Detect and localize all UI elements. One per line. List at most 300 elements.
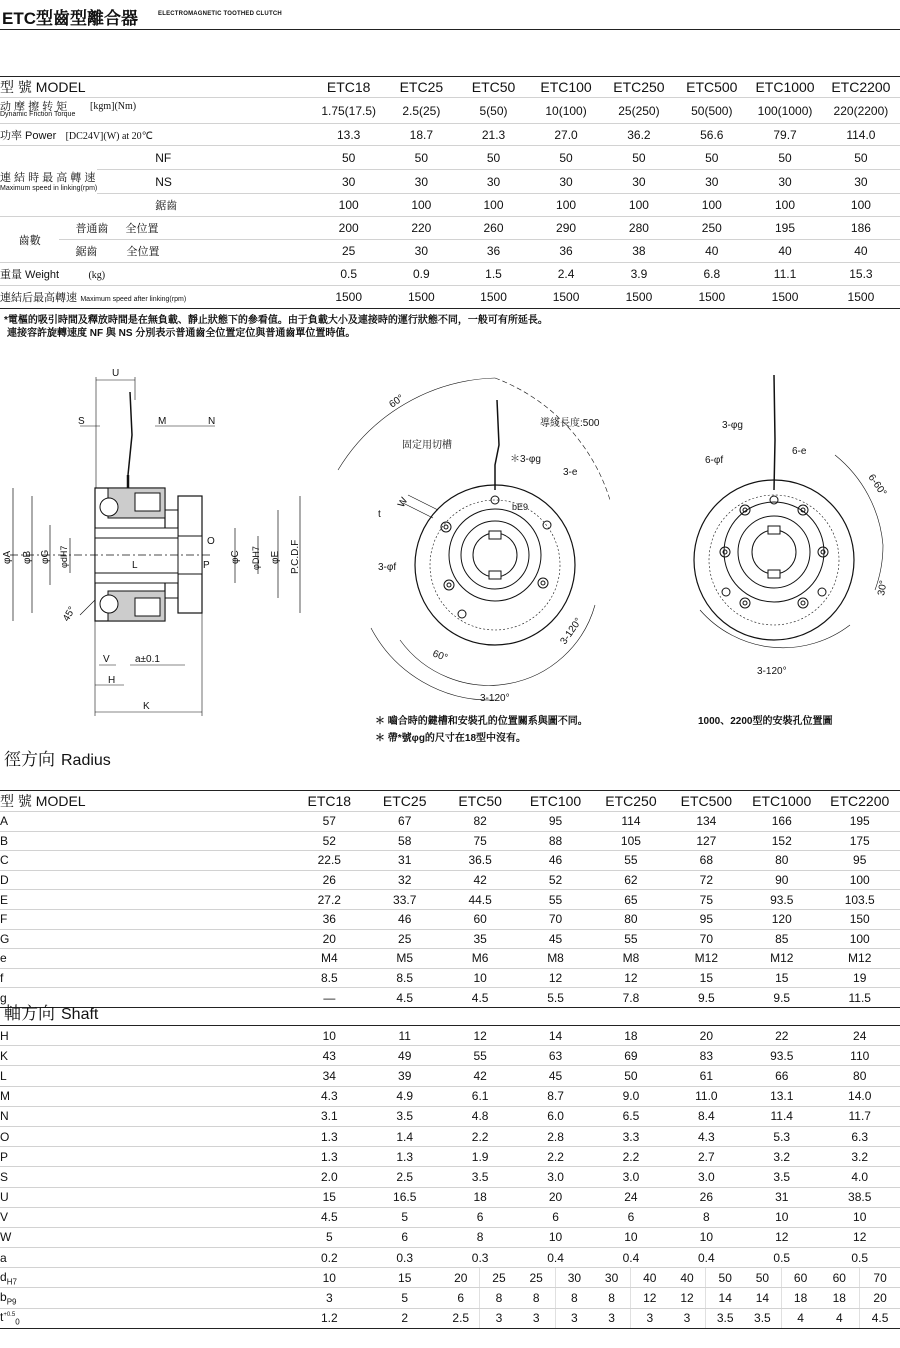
radius-cell: 8.5: [292, 968, 367, 988]
after-speed-value: 1500: [530, 286, 603, 309]
note-line: *電樞的吸引時間及釋放時間是在無負載、靜止狀態下的參看值。由于負載大小及連接時的運行狀態不同，一般可有所延長。: [4, 315, 548, 326]
radius-cell: M12: [819, 949, 900, 969]
dim-label: φG: [40, 549, 51, 564]
shaft-cell: 14: [518, 1026, 593, 1046]
shaft-row: [0, 1126, 900, 1146]
shaft-row-label: M: [0, 1086, 292, 1106]
torque-value: 5(50): [457, 98, 529, 124]
radius-row-label: F: [0, 909, 292, 929]
teeth-row-saw: [0, 240, 900, 263]
dim-label: N: [208, 416, 216, 427]
radius-cell: 75: [442, 831, 517, 851]
radius-cell: 95: [518, 812, 593, 832]
shaft-cell: 24: [819, 1026, 900, 1046]
shaft-cell: 3: [593, 1308, 630, 1328]
shaft-cell: 3: [630, 1308, 668, 1328]
shaft-row: [0, 1026, 900, 1046]
weight-value: 6.8: [675, 263, 748, 286]
model-name: ETC100: [530, 77, 603, 98]
shaft-cell: 10: [819, 1207, 900, 1227]
mounting-view-drawing: [694, 375, 883, 648]
teeth-row-name: 普通齒: [75, 223, 109, 235]
shaft-cell: 55: [442, 1046, 517, 1066]
speed-row-name: NF: [97, 146, 312, 170]
radius-cell: 120: [744, 909, 819, 929]
radius-cell: 60: [442, 909, 517, 929]
shaft-cell: 3.5: [706, 1308, 744, 1328]
model-name: ETC50: [442, 791, 517, 812]
shaft-row-label: V: [0, 1207, 292, 1227]
shaft-cell: 3.3: [593, 1126, 668, 1146]
dim-label: bE9: [512, 502, 529, 512]
shaft-cell: 11: [367, 1026, 442, 1046]
dim-label: 3-φg: [722, 420, 743, 431]
teeth-value: 36: [530, 240, 603, 263]
model-name: ETC18: [312, 77, 385, 98]
dim-label: 6-60°: [865, 472, 889, 499]
radius-cell: 5.5: [518, 988, 593, 1008]
dim-label: P.C.D.F: [290, 539, 301, 574]
shaft-cell: 30: [593, 1268, 630, 1288]
speed-value: 50: [602, 146, 675, 170]
shaft-row-label: H: [0, 1026, 292, 1046]
model-name: ETC25: [367, 791, 442, 812]
after-speed-value: 1500: [457, 286, 529, 309]
mounting-view-labels: [705, 420, 890, 677]
radius-cell: 55: [593, 851, 668, 871]
dim-label: V: [103, 654, 110, 665]
shaft-cell: 26: [669, 1187, 744, 1207]
shaft-cell: 3.0: [669, 1167, 744, 1187]
shaft-cell: 4.9: [367, 1086, 442, 1106]
shaft-row-label: W: [0, 1227, 292, 1247]
radius-body: [0, 812, 900, 1008]
shaft-cell: 6.0: [518, 1106, 593, 1126]
shaft-row: [0, 1066, 900, 1086]
torque-value: 10(100): [530, 98, 603, 124]
shaft-cell: 5.3: [744, 1126, 819, 1146]
power-value: 36.2: [602, 124, 675, 146]
shaft-cell: 2.5: [442, 1308, 479, 1328]
radius-cell: M6: [442, 949, 517, 969]
shaft-cell: 3: [518, 1308, 555, 1328]
shaft-cell: 6: [367, 1227, 442, 1247]
shaft-cell: 6: [442, 1288, 479, 1308]
teeth-row-pos: 全位置: [125, 223, 159, 235]
power-value: 79.7: [748, 124, 822, 146]
shaft-cell: 66: [744, 1066, 819, 1086]
speed-label-en: Maximum speed in linking(rpm): [0, 185, 98, 192]
teeth-row-name: 鋸齒: [75, 246, 98, 258]
radius-row: [0, 909, 900, 929]
shaft-cell: 8: [669, 1207, 744, 1227]
radius-cell: M8: [518, 949, 593, 969]
model-label: 型 號 MODEL: [0, 77, 312, 98]
after-speed-value: 1500: [675, 286, 748, 309]
shaft-cell: 39: [367, 1066, 442, 1086]
radius-cell: 80: [593, 909, 668, 929]
shaft-row-name: b: [0, 1289, 7, 1304]
speed-value: 100: [312, 194, 385, 217]
shaft-cell: 22: [744, 1026, 819, 1046]
dim-label: 45°: [61, 604, 79, 624]
speed-value: 30: [675, 170, 748, 194]
radius-cell: M12: [744, 949, 819, 969]
speed-value: 100: [457, 194, 529, 217]
shaft-row: [0, 1147, 900, 1167]
shaft-cell: 14: [706, 1288, 744, 1308]
radius-cell: 12: [518, 968, 593, 988]
torque-value: 100(1000): [748, 98, 822, 124]
shaft-cell: 50: [744, 1268, 781, 1288]
after-speed-value: 1500: [822, 286, 900, 309]
shaft-cell: 5: [367, 1288, 442, 1308]
shaft-cell: 10: [744, 1207, 819, 1227]
model-name: ETC18: [292, 791, 367, 812]
shaft-cell: 18: [442, 1187, 517, 1207]
shaft-cell: 93.5: [744, 1046, 819, 1066]
shaft-cell: 1.3: [292, 1126, 367, 1146]
speed-value: 30: [602, 170, 675, 194]
radius-table: [0, 790, 900, 1008]
dim-label: 6-φf: [705, 455, 724, 466]
speed-row-nf: [0, 146, 900, 170]
model-name: ETC1000: [744, 791, 819, 812]
shaft-cell: 2.2: [518, 1147, 593, 1167]
radius-section-title: [4, 745, 111, 770]
shaft-row: [0, 1187, 900, 1207]
shaft-split-row: [0, 1268, 900, 1288]
shaft-cell: 12: [630, 1288, 668, 1308]
shaft-row-name: d: [0, 1269, 7, 1284]
radius-row-label: E: [0, 890, 292, 910]
radius-cell: 45: [518, 929, 593, 949]
after-speed-value: 1500: [312, 286, 385, 309]
shaft-row-label: K: [0, 1046, 292, 1066]
shaft-cell: 45: [518, 1066, 593, 1086]
speed-value: 30: [385, 170, 457, 194]
shaft-cell: 6: [518, 1207, 593, 1227]
shaft-cell: 3.5: [744, 1308, 781, 1328]
shaft-cell: 0.2: [292, 1248, 367, 1268]
model-name: ETC2200: [819, 791, 900, 812]
radius-row-label: C: [0, 851, 292, 871]
torque-value: 50(500): [675, 98, 748, 124]
tolerance-class: 0: [15, 1317, 20, 1327]
weight-value: 0.9: [385, 263, 457, 286]
shaft-cell: 4.3: [669, 1126, 744, 1146]
note-line: 連接容許旋轉速度 NF 與 NS 分別表示普通齒全位置定位與普通齒單位置時值。: [7, 328, 356, 339]
radius-cell: 127: [669, 831, 744, 851]
dim-label: 固定用切槽: [402, 440, 452, 451]
spec-table: [0, 76, 900, 309]
shaft-row-label: [0, 1308, 292, 1328]
shaft-row: [0, 1227, 900, 1247]
shaft-cell: 2.8: [518, 1126, 593, 1146]
radius-cell: 9.5: [744, 988, 819, 1008]
dim-label: K: [143, 701, 150, 712]
radius-cell: 100: [819, 929, 900, 949]
torque-value: 1.75(17.5): [312, 98, 385, 124]
radius-cell: 12: [593, 968, 668, 988]
radius-row-label: g: [0, 988, 292, 1008]
shaft-row-label: U: [0, 1187, 292, 1207]
radius-cell: 20: [292, 929, 367, 949]
radius-cell: 11.5: [819, 988, 900, 1008]
shaft-cell: 49: [367, 1046, 442, 1066]
radius-cell: 75: [669, 890, 744, 910]
tolerance-class: H7: [6, 1277, 17, 1287]
shaft-cell: 50: [593, 1066, 668, 1086]
radius-cell: M5: [367, 949, 442, 969]
header-rule: [0, 29, 900, 30]
shaft-cell: 40: [630, 1268, 668, 1288]
shaft-cell: 2.0: [292, 1167, 367, 1187]
speed-value: 50: [822, 146, 900, 170]
shaft-cell: 18: [781, 1288, 819, 1308]
shaft-cell: 2: [367, 1308, 442, 1328]
weight-label: 重量 Weight: [0, 269, 60, 281]
shaft-cell: 20: [860, 1288, 900, 1308]
shaft-row-label: O: [0, 1126, 292, 1146]
power-row: [0, 124, 900, 146]
radius-cell: 55: [518, 890, 593, 910]
after-speed-value: 1500: [385, 286, 457, 309]
page-title: ETC型齒型離合器: [2, 9, 138, 28]
radius-cell: 85: [744, 929, 819, 949]
shaft-cell: 16.5: [367, 1187, 442, 1207]
power-label: 功率 Power: [0, 129, 57, 142]
shaft-cell: 43: [292, 1046, 367, 1066]
shaft-cell: 0.4: [518, 1248, 593, 1268]
shaft-row-name: t: [0, 1310, 4, 1325]
shaft-cell: 13.1: [744, 1086, 819, 1106]
shaft-cell: 110: [819, 1046, 900, 1066]
shaft-row-label: a: [0, 1248, 292, 1268]
spec-header-row: [0, 77, 900, 98]
shaft-cell: 4.8: [442, 1106, 517, 1126]
radius-cell: 19: [819, 968, 900, 988]
radius-cell: 103.5: [819, 890, 900, 910]
radius-row: [0, 929, 900, 949]
shaft-cell: 10: [292, 1026, 367, 1046]
shaft-cell: 11.4: [744, 1106, 819, 1126]
torque-value: 220(2200): [822, 98, 900, 124]
teeth-value: 200: [312, 217, 385, 240]
radius-row: [0, 831, 900, 851]
dim-label: M: [158, 416, 167, 427]
shaft-cell: 6: [442, 1207, 517, 1227]
teeth-value: 186: [822, 217, 900, 240]
shaft-cell: 3: [480, 1308, 518, 1328]
shaft-cell: 2.2: [593, 1147, 668, 1167]
radius-cell: 15: [669, 968, 744, 988]
speed-value: 100: [602, 194, 675, 217]
model-name: ETC250: [602, 77, 675, 98]
shaft-cell: 10: [593, 1227, 668, 1247]
dim-label: P: [203, 560, 210, 571]
radius-row: [0, 949, 900, 969]
dim-label: φE: [270, 550, 281, 564]
after-speed-label-en: Maximum speed after linking(rpm): [80, 296, 187, 303]
dim-label: H: [108, 675, 116, 686]
shaft-cell: 0.3: [442, 1248, 517, 1268]
radius-cell: M8: [593, 949, 668, 969]
radius-cell: 22.5: [292, 851, 367, 871]
model-name: ETC250: [593, 791, 668, 812]
radius-cell: 93.5: [744, 890, 819, 910]
shaft-cell: 3.5: [442, 1167, 517, 1187]
speed-value: 30: [457, 170, 529, 194]
weight-value: 15.3: [822, 263, 900, 286]
power-value: 114.0: [822, 124, 900, 146]
dim-label: a±0.1: [135, 654, 160, 665]
radius-cell: 55: [593, 929, 668, 949]
radius-cell: 33.7: [367, 890, 442, 910]
dim-label: 60°: [430, 648, 449, 664]
shaft-cell: 38.5: [819, 1187, 900, 1207]
shaft-cell: 60: [781, 1268, 819, 1288]
dim-label: W: [396, 495, 411, 510]
shaft-cell: 61: [669, 1066, 744, 1086]
shaft-table: [0, 1025, 900, 1329]
speed-value: 30: [748, 170, 822, 194]
teeth-value: 195: [748, 217, 822, 240]
teeth-label: 齒數: [0, 217, 59, 263]
shaft-cell: 69: [593, 1046, 668, 1066]
power-value: 18.7: [385, 124, 457, 146]
teeth-value: 30: [385, 240, 457, 263]
model-name: ETC500: [675, 77, 748, 98]
shaft-cell: 8: [555, 1288, 593, 1308]
teeth-value: 25: [312, 240, 385, 263]
shaft-cell: 2.7: [669, 1147, 744, 1167]
dim-label: φDH7: [251, 546, 261, 570]
radius-cell: —: [292, 988, 367, 1008]
shaft-cell: 10: [292, 1268, 367, 1288]
radius-cell: 62: [593, 870, 668, 890]
radius-cell: 58: [367, 831, 442, 851]
shaft-cell: 4: [819, 1308, 859, 1328]
shaft-cell: 2.2: [442, 1126, 517, 1146]
shaft-cell: 34: [292, 1066, 367, 1086]
shaft-cell: 12: [442, 1026, 517, 1046]
speed-value: 50: [675, 146, 748, 170]
radius-cell: 26: [292, 870, 367, 890]
speed-row-saw: [0, 194, 900, 217]
shaft-cell: 20: [518, 1187, 593, 1207]
dim-label: 3-120°: [757, 666, 787, 677]
shaft-cell: 20: [442, 1268, 479, 1288]
dim-label: L: [132, 560, 138, 571]
speed-value: 100: [530, 194, 603, 217]
shaft-row-label: S: [0, 1167, 292, 1187]
radius-cell: 175: [819, 831, 900, 851]
shaft-title-en: Shaft: [61, 1006, 99, 1023]
power-unit: [DC24V](W) at 20℃: [65, 130, 153, 142]
shaft-cell: 42: [442, 1066, 517, 1086]
torque-unit: [kgm](Nm): [90, 101, 137, 112]
shaft-cell: 0.3: [367, 1248, 442, 1268]
teeth-value: 260: [457, 217, 529, 240]
power-value: 21.3: [457, 124, 529, 146]
speed-value: 50: [312, 146, 385, 170]
radius-row: [0, 851, 900, 871]
shaft-cell: 3.5: [367, 1106, 442, 1126]
page-header: [0, 0, 900, 30]
shaft-cell: 18: [819, 1288, 859, 1308]
weight-value: 0.5: [312, 263, 385, 286]
shaft-cell: 6.5: [593, 1106, 668, 1126]
shaft-cell: 3: [669, 1308, 706, 1328]
after-speed-value: 1500: [748, 286, 822, 309]
radius-row: [0, 812, 900, 832]
shaft-split-row: [0, 1308, 900, 1328]
model-name: ETC1000: [748, 77, 822, 98]
radius-cell: 95: [669, 909, 744, 929]
shaft-cell: 0.5: [819, 1248, 900, 1268]
dim-label: 3-120°: [558, 616, 585, 647]
radius-cell: 36.5: [442, 851, 517, 871]
radius-cell: 8.5: [367, 968, 442, 988]
shaft-cell: 3.2: [819, 1147, 900, 1167]
radius-cell: 31: [367, 851, 442, 871]
shaft-cell: 0.4: [593, 1248, 668, 1268]
radius-row: [0, 988, 900, 1008]
radius-cell: 46: [367, 909, 442, 929]
shaft-cell: 8: [518, 1288, 555, 1308]
teeth-row-normal: [0, 217, 900, 240]
radius-cell: 68: [669, 851, 744, 871]
teeth-value: 280: [602, 217, 675, 240]
shaft-row: [0, 1086, 900, 1106]
radius-row-label: B: [0, 831, 292, 851]
dim-label: t: [378, 509, 381, 520]
shaft-cell: 0.4: [669, 1248, 744, 1268]
dim-label: 3-120°: [480, 693, 510, 704]
dim-label: O: [207, 536, 215, 547]
shaft-cell: 30: [555, 1268, 593, 1288]
radius-cell: 82: [442, 812, 517, 832]
shaft-cell: 12: [819, 1227, 900, 1247]
dim-label: φdH7: [59, 545, 69, 568]
speed-value: 100: [748, 194, 822, 217]
model-label: 型 號 MODEL: [0, 791, 292, 812]
weight-row: [0, 263, 900, 286]
shaft-cell: 25: [518, 1268, 555, 1288]
dim-label: φB: [22, 550, 33, 564]
radius-title-cn: 徑方向: [4, 750, 55, 769]
radius-cell: 105: [593, 831, 668, 851]
speed-value: 100: [385, 194, 457, 217]
radius-cell: 4.5: [442, 988, 517, 1008]
shaft-cell: 20: [669, 1026, 744, 1046]
radius-cell: M12: [669, 949, 744, 969]
shaft-cell: 3.2: [744, 1147, 819, 1167]
drawing-note: ＊ 嚙合時的鍵槽和安裝孔的位置關系與圖不同。: [375, 716, 588, 727]
shaft-row-label: N: [0, 1106, 292, 1126]
shaft-cell: 1.4: [367, 1126, 442, 1146]
radius-cell: 95: [819, 851, 900, 871]
teeth-value: 36: [457, 240, 529, 263]
dim-label: 6-e: [792, 446, 807, 457]
speed-value: 50: [530, 146, 603, 170]
speed-label-cn: 連 結 時 最 高 轉 速: [0, 172, 96, 184]
weight-value: 11.1: [748, 263, 822, 286]
radius-cell: 57: [292, 812, 367, 832]
drawing-note: ＊ 帶*號φg的尺寸在18型中沒有。: [375, 733, 527, 744]
shaft-cell: 0.5: [744, 1248, 819, 1268]
